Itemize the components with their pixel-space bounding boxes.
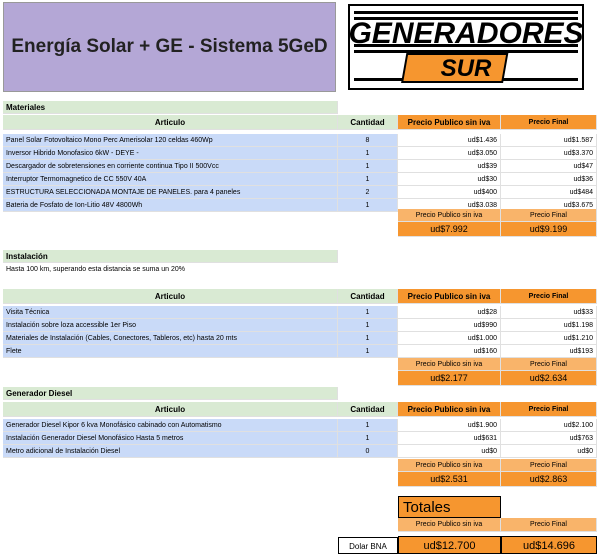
subtotal-instalacion-sin-iva: ud$2.177: [398, 371, 501, 386]
row-qty: 1: [338, 160, 398, 173]
row-desc: Visita Técnica: [3, 306, 338, 319]
row-price-final: ud$47: [501, 160, 597, 173]
subtotal-label-sin-iva: Precio Publico sin iva: [398, 358, 501, 371]
instalacion-note: Hasta 100 km, superando esta distancia se suma un 20%: [6, 266, 185, 273]
col-header-cantidad: Cantidad: [338, 402, 398, 417]
row-desc: Instalación sobre loza accessible 1er Piso: [3, 319, 338, 332]
row-price-sin-iva: ud$3.050: [398, 147, 501, 160]
row-desc: Materiales de Instalación (Cables, Conectores, Tableros, etc) hasta 20 mts: [3, 332, 338, 345]
row-qty: 1: [338, 345, 398, 358]
row-price-final: ud$1.210: [501, 332, 597, 345]
subtotal-label-sin-iva: Precio Publico sin iva: [398, 459, 501, 472]
col-header-cantidad: Cantidad: [338, 289, 398, 304]
row-qty: 2: [338, 186, 398, 199]
row-qty: 1: [338, 173, 398, 186]
col-header-precio-final: Precio Final: [501, 115, 597, 130]
row-qty: 0: [338, 445, 398, 458]
row-price-final: ud$0: [501, 445, 597, 458]
row-price-final: ud$3.370: [501, 147, 597, 160]
row-qty: 1: [338, 432, 398, 445]
row-desc: Metro adicional de Instalación Diesel: [3, 445, 338, 458]
row-price-sin-iva: ud$30: [398, 173, 501, 186]
total-general-final: ud$14.696: [501, 536, 597, 554]
row-price-final: ud$193: [501, 345, 597, 358]
row-desc: ESTRUCTURA SELECCIONADA MONTAJE DE PANELES. para 4 paneles: [3, 186, 338, 199]
subtotal-materiales-sin-iva: ud$7.992: [398, 222, 501, 237]
row-desc: Generador Diesel Kipor 6 kva Monofásico cabinado con Automatismo: [3, 419, 338, 432]
col-header-precio-final: Precio Final: [501, 289, 597, 304]
subtotal-instalacion-final: ud$2.634: [501, 371, 597, 386]
row-price-sin-iva: ud$28: [398, 306, 501, 319]
col-header-precio-final: Precio Final: [501, 402, 597, 417]
row-price-final: ud$33: [501, 306, 597, 319]
row-desc: Descargador de sobretensiones en corriente continua Tipo II 500Vcc: [3, 160, 338, 173]
row-price-sin-iva: ud$3.038: [398, 199, 501, 212]
row-price-sin-iva: ud$0: [398, 445, 501, 458]
row-price-final: ud$1.587: [501, 134, 597, 147]
row-desc: Inversor Hibrido Monofasico 6kW - DEYE -: [3, 147, 338, 160]
col-header-precio-sin-iva: Precio Publico sin iva: [398, 115, 501, 130]
row-price-final: ud$2.100: [501, 419, 597, 432]
col-header-precio-sin-iva: Precio Publico sin iva: [398, 289, 501, 304]
subtotal-materiales-final: ud$9.199: [501, 222, 597, 237]
row-price-sin-iva: ud$1.900: [398, 419, 501, 432]
section-title-instalacion: Instalación: [3, 250, 338, 263]
col-header-articulo: Articulo: [3, 115, 338, 130]
subtotal-label-final: Precio Final: [501, 358, 597, 371]
row-desc: Flete: [3, 345, 338, 358]
row-desc: Instalación Generador Diesel Monofásico Hasta 5 metros: [3, 432, 338, 445]
dolar-bna-label: Dolar BNA: [338, 537, 398, 554]
subtotal-generador-final: ud$2.863: [501, 472, 597, 487]
col-header-articulo: Articulo: [3, 402, 338, 417]
row-price-final: ud$3.675: [501, 199, 597, 212]
row-price-sin-iva: ud$631: [398, 432, 501, 445]
page-title: Energía Solar + GE - Sistema 5GeD: [11, 36, 328, 57]
row-price-sin-iva: ud$990: [398, 319, 501, 332]
col-header-articulo: Articulo: [3, 289, 338, 304]
totales-title: Totales: [398, 496, 501, 518]
row-price-final: ud$484: [501, 186, 597, 199]
row-price-sin-iva: ud$400: [398, 186, 501, 199]
subtotal-label-final: Precio Final: [501, 459, 597, 472]
section-title-materiales: Materiales: [3, 101, 338, 114]
col-header-precio-sin-iva: Precio Publico sin iva: [398, 402, 501, 417]
row-qty: 1: [338, 319, 398, 332]
row-price-final: ud$36: [501, 173, 597, 186]
row-qty: 8: [338, 134, 398, 147]
row-qty: 1: [338, 147, 398, 160]
row-price-final: ud$1.198: [501, 319, 597, 332]
row-qty: 1: [338, 199, 398, 212]
row-desc: Bateria de Fosfato de Ion-Litio 48V 4800Wh: [3, 199, 338, 212]
section-title-generador: Generador Diesel: [3, 387, 338, 400]
row-price-sin-iva: ud$1.000: [398, 332, 501, 345]
row-price-sin-iva: ud$39: [398, 160, 501, 173]
row-qty: 1: [338, 306, 398, 319]
subtotal-generador-sin-iva: ud$2.531: [398, 472, 501, 487]
logo-text-sur: SUR: [440, 55, 492, 82]
logo-text-generadores: GENERADORES: [348, 17, 584, 50]
subtotal-label-sin-iva: Precio Publico sin iva: [398, 209, 501, 222]
row-desc: Interruptor Termomagnetico de CC 550V 40A: [3, 173, 338, 186]
row-price-sin-iva: ud$160: [398, 345, 501, 358]
row-desc: Panel Solar Fotovoltaico Mono Perc Amerisolar 120 celdas 460Wp: [3, 134, 338, 147]
subtotal-label-final: Precio Final: [501, 209, 597, 222]
col-header-cantidad: Cantidad: [338, 115, 398, 130]
generadores-sur-logo: [348, 4, 584, 90]
row-price-sin-iva: ud$1.436: [398, 134, 501, 147]
total-general-sin-iva: ud$12.700: [398, 536, 501, 554]
totales-label-final: Precio Final: [501, 518, 597, 532]
totales-label-sin-iva: Precio Publico sin iva: [398, 518, 501, 532]
row-price-final: ud$763: [501, 432, 597, 445]
row-qty: 1: [338, 332, 398, 345]
title-box: [3, 2, 336, 92]
row-qty: 1: [338, 419, 398, 432]
